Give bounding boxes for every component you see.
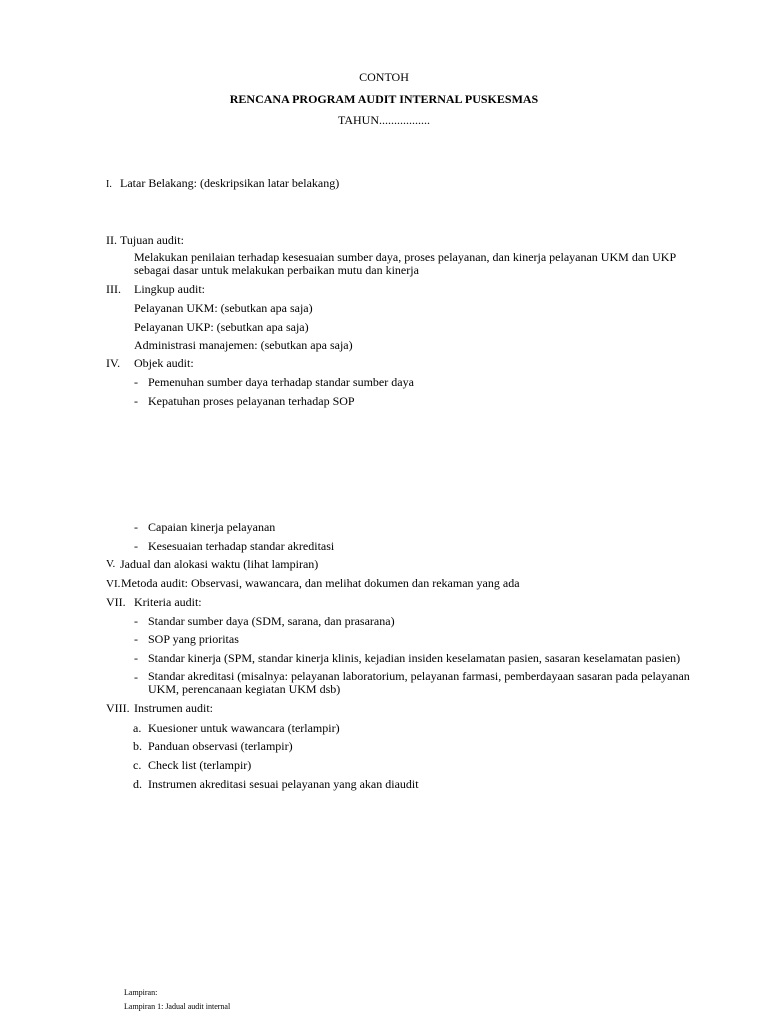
- list-dash: -: [134, 375, 138, 389]
- list-dash: -: [134, 632, 138, 646]
- doc-label: CONTOH: [359, 70, 409, 84]
- list-marker: b.: [133, 739, 142, 753]
- list-marker: a.: [133, 721, 142, 735]
- list-marker: d.: [133, 777, 142, 791]
- section-text: Latar Belakang: (deskripsikan latar belakang): [120, 176, 340, 190]
- list-item: Standar kinerja (SPM, standar kinerja klinis, kejadian insiden keselamatan pasien, sasaran keselamatan pasien): [148, 651, 681, 665]
- list-item: Capaian kinerja pelayanan: [148, 520, 276, 534]
- section-text: Jadual dan alokasi waktu (lihat lampiran): [120, 557, 319, 571]
- section-title: Instrumen audit:: [134, 701, 213, 715]
- section-title: Objek audit:: [134, 356, 194, 370]
- section-number: VI.: [106, 578, 121, 590]
- list-item: Kesesuaian terhadap standar akreditasi: [148, 539, 335, 553]
- list-item: Kepatuhan proses pelayanan terhadap SOP: [148, 394, 355, 408]
- list-item: Check list (terlampir): [148, 758, 252, 772]
- doc-year: TAHUN.................: [337, 113, 431, 127]
- section-number: VIII.: [106, 701, 130, 715]
- list-marker: c.: [133, 758, 142, 772]
- attachment-item: Lampiran 1: Jadual audit internal: [124, 1002, 231, 1011]
- section-text: Metoda audit: Observasi, wawancara, dan melihat dokumen dan rekaman yang ada: [121, 576, 520, 590]
- section-number: I.: [106, 179, 112, 190]
- attachment-label: Lampiran:: [124, 988, 158, 997]
- list-dash: -: [134, 539, 138, 553]
- list-dash: -: [134, 670, 138, 684]
- section-title: Kriteria audit:: [134, 595, 202, 609]
- section-title: Tujuan audit:: [120, 233, 184, 247]
- list-item: Panduan observasi (terlampir): [148, 739, 293, 753]
- list-item: Pemenuhan sumber daya terhadap standar sumber daya: [148, 375, 414, 389]
- section-number: V.: [106, 558, 116, 570]
- list-dash: -: [134, 614, 138, 628]
- list-item: Administrasi manajemen: (sebutkan apa saja): [134, 338, 353, 352]
- list-dash: -: [134, 394, 138, 408]
- section-number: II.: [106, 233, 117, 247]
- section-title: Lingkup audit:: [134, 282, 205, 296]
- list-item: SOP yang prioritas: [148, 632, 239, 646]
- list-item: Instrumen akreditasi sesuai pelayanan yang akan diaudit: [148, 777, 419, 791]
- section-body: Melakukan penilaian terhadap kesesuaian sumber daya, proses pelayanan, dan kinerja pelayanan UKM dan UKP sebagai dasar untuk melakukan perbaikan mutu dan kinerja: [134, 250, 676, 277]
- list-dash: -: [134, 651, 138, 665]
- list-item: Kuesioner untuk wawancara (terlampir): [148, 721, 340, 735]
- list-item: Pelayanan UKM: (sebutkan apa saja): [134, 301, 313, 315]
- list-item: Pelayanan UKP: (sebutkan apa saja): [134, 320, 309, 334]
- section-number: III.: [106, 282, 121, 296]
- list-dash: -: [134, 520, 138, 534]
- section-number: IV.: [106, 356, 121, 370]
- list-item: Standar sumber daya (SDM, sarana, dan prasarana): [148, 614, 395, 628]
- doc-title: RENCANA PROGRAM AUDIT INTERNAL PUSKESMAS: [229, 92, 539, 106]
- list-item: Standar akreditasi (misalnya: pelayanan laboratorium, pelayanan farmasi, pemberdayaan sasaran pada pelayanan UKM, perencanaan kegiatan UKM dsb): [148, 669, 690, 696]
- section-number: VII.: [106, 595, 126, 609]
